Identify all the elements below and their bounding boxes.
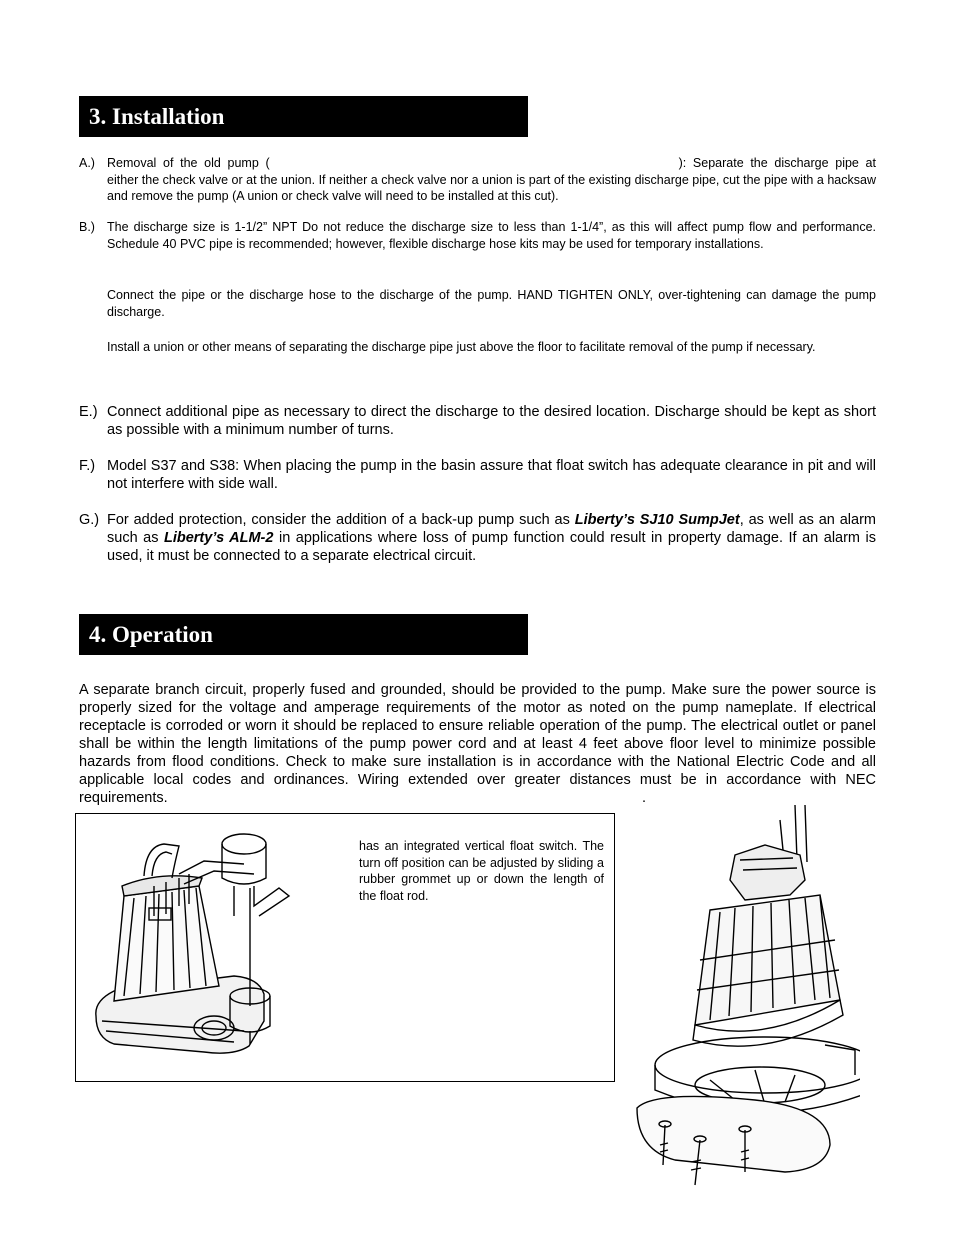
item-text: The discharge size is 1-1/2” NPT Do not reduce the discharge size to less than 1-1/4”, as this will affect pump flow and performance. Schedule 40 PVC pipe is recommended; however, flexible discharge hose kits may be used for temporary installations. (107, 220, 876, 251)
list-item-d (79, 339, 876, 356)
item-text-end: ): Separate the discharge pipe at either the check valve or at the union. If neither a check valve nor a union is part of the existing discharge pipe, cut the pipe with a hacksaw and remove the pump (A union or check valve will need to be installed at this cut). (107, 156, 876, 203)
item-label: G.) (79, 512, 100, 528)
item-label: A.) (79, 156, 95, 170)
item-text: Connect additional pipe as necessary to direct the discharge to the desired location. Discharge should be kept as short as possible with a minimum number of turns. (107, 404, 876, 438)
product-name-alarm: Liberty’s ALM-2 (163, 530, 274, 546)
item-text: , as well as an alarm such as (107, 512, 876, 546)
float-switch-description: has an integrated vertical float switch. The turn off position can be adjusted by sliding a rubber grommet up or down the length of the float rod. (359, 839, 604, 903)
pump-exploded-illustration (615, 800, 860, 1195)
operation-paragraph (79, 681, 876, 807)
trailing-period: . (642, 790, 647, 806)
item-text: For added protection, consider the addition of a back-up pump such as (107, 512, 575, 528)
installation-heading: 3. Installation (79, 96, 528, 137)
list-item-c (79, 287, 876, 320)
float-switch-box (75, 813, 615, 1082)
item-label: F.) (79, 458, 96, 474)
item-text: Install a union or other means of separating the discharge pipe just above the floor to facilitate removal of the pump if necessary. (107, 340, 816, 354)
item-label: E.) (79, 404, 98, 420)
item-text: Removal of the old pump ( (107, 156, 270, 170)
item-label: B.) (79, 220, 95, 234)
list-item-a (79, 155, 876, 205)
product-name-sumpjet: Liberty’s SJ10 SumpJet (574, 512, 740, 528)
list-item-f (79, 457, 876, 493)
list-item-e (79, 403, 876, 439)
operation-heading: 4. Operation (79, 614, 528, 655)
item-text: Connect the pipe or the discharge hose to the discharge of the pump. HAND TIGHTEN ONLY, over-tightening can damage the pump discharge. (107, 288, 876, 319)
item-text: in applications where loss of pump function could result in property damage. If an alarm is used, it must be connected to a separate electrical circuit. (107, 530, 876, 564)
pump-with-float-illustration (84, 816, 354, 1081)
item-text: Model S37 and S38: When placing the pump in the basin assure that float switch has adequate clearance in pit and will not interfere with side wall. (107, 458, 876, 492)
operation-text: A separate branch circuit, properly fused and grounded, should be provided to the pump. Make sure the power source is properly sized for the voltage and amperage requirements of the motor as noted on the pump nameplate. If electrical receptacle is corroded or worn it should be replaced to ensure reliable operation of the pump. The electrical outlet or panel shall be within the length limitations of the pump power cord and at least 4 feet above floor level to minimize possible hazards from flood conditions. Check to make sure installation is in accordance with the National Electric Code and all applicable local codes and ordinances. Wiring extended over greater distances must be in accordance with NEC requirements. (79, 682, 876, 806)
list-item-g (79, 511, 876, 565)
list-item-b (79, 219, 876, 252)
